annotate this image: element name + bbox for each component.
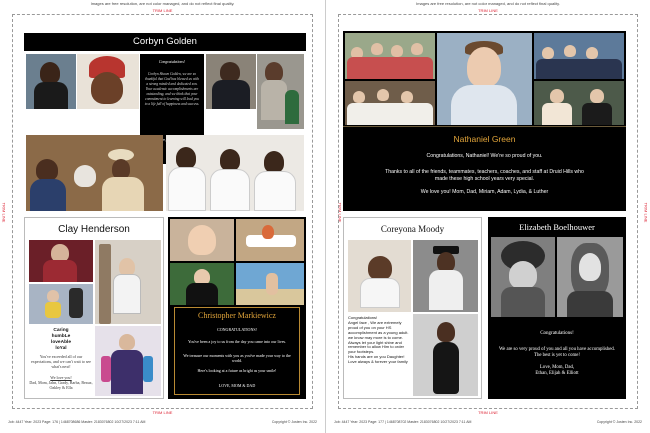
ad-title: Nathaniel Green (453, 134, 516, 144)
ad-coreyona-moody (343, 217, 482, 399)
acrostic-line: loYal (55, 346, 67, 351)
ad-title: Christopher Markiewicz (198, 311, 276, 320)
nathaniel-line3: We love you! Mom, Dad, Miriam, Adam, Lydia, & Luther (420, 189, 549, 195)
ad-elizabeth-boelhouwer (488, 217, 626, 399)
christopher-signoff: LOVE, MOM & DAD (218, 383, 256, 388)
photo-soccer-team (534, 33, 624, 79)
trim-line-label-bottom: TRIM LINE (478, 410, 498, 415)
photo-elizabeth-child-bw (491, 237, 555, 317)
photo-grandfather-boy (257, 54, 304, 129)
photo-clay-red-jacket (29, 240, 93, 282)
photo-boat (236, 219, 304, 261)
trim-line-label-top: TRIM LINE (152, 8, 173, 13)
photo-kid-walking (29, 284, 93, 324)
ad-christopher-markiewicz (168, 217, 306, 399)
christopher-p2: We treasure our moments with you as you've made your way to the world. (183, 353, 291, 364)
ad-corbyn-golden (24, 33, 306, 211)
corbyn-message: Corbyn Shawn Golden, we are so thankful that God has blessed us with a strong minded and dedicated son. Your academic accomplishments are outstanding, and we think that your commitment to learning will lead you to a life full of happiness and success. (144, 72, 200, 106)
photo-child-suit (26, 54, 76, 109)
ad-title: Coreyona Moody (380, 224, 445, 234)
page-footer-copyright: Copyright © Josten Inc. 2022 (271, 420, 317, 424)
page-footer-job: Job: 4447 Year: 2023 Page: 176 | 1468708686 Master: 2183076802 10/27/2023 7:11 AM (8, 420, 146, 424)
photo-group-students (345, 81, 435, 125)
clay-message: You've exceeded all of our expectations, and we can't wait to see what's next! (31, 354, 91, 369)
clay-signoff: Dad, Mom, Jahn, Grady, Barba, Beaux, Oakley & Ella (29, 380, 93, 390)
print-notice: Images are free resolution, are not color managed, and do not reflect final quality. (416, 1, 560, 6)
trim-line-label-bottom: TRIM LINE (152, 410, 173, 415)
corbyn-heading: Congratulations! (158, 60, 186, 64)
ad-title: Clay Henderson (58, 224, 130, 235)
nathaniel-line1: Congratulations, Nathaniel! We're so proud of you. (426, 153, 543, 159)
photo-family-outdoor (26, 135, 163, 211)
ad-title: Elizabeth Boelhouwer (519, 222, 595, 232)
page-footer-copyright: Copyright © Josten Inc. 2022 (596, 420, 642, 424)
acrostic-line: humbLe (51, 334, 71, 339)
photo-coreyona-graduate (413, 240, 478, 312)
photo-christopher-tux (170, 263, 234, 305)
photo-clay-indoor (95, 240, 161, 324)
elizabeth-signoff: Love, Mom, Dad, Ethan, Elijah & Elliott (535, 365, 579, 376)
photo-baby-hat (77, 54, 139, 109)
photo-baby-christopher (170, 219, 234, 261)
photo-clay-medals (95, 326, 161, 396)
ad-clay-henderson (24, 217, 164, 399)
photo-baby-coreyona (348, 240, 411, 312)
coreyona-message: Congratulations! Angel face , We are extremely proud of you on your HS accomplishment as a young adult. we know may more is to come. Always let your light shine and remember to allow Him to order your footsteps. His hands are on you Daughter! Love always & forever your family (348, 315, 409, 365)
trim-line-label-side: TRIM LINE (337, 202, 343, 223)
photo-nathaniel-portrait (437, 33, 532, 125)
christopher-p1: You've been a joy to us from the day you came into our lives. (187, 339, 287, 344)
elizabeth-message: We are so very proud of you and all you have accomplished. The best is yet to come! (498, 347, 616, 358)
ad-nathaniel-green (343, 31, 626, 211)
acrostic-line: loveAble (51, 340, 71, 345)
christopher-frame (174, 307, 300, 395)
ad-title: Corbyn Golden (24, 33, 306, 51)
photo-elizabeth-senior-bw (557, 237, 623, 317)
clay-acrostic (29, 328, 93, 352)
trim-line-label-top: TRIM LINE (478, 8, 498, 13)
christopher-heading: CONGRATULATIONS! (217, 327, 257, 332)
photo-group-friends (345, 33, 435, 79)
photo-coreyona-dress (413, 314, 478, 396)
print-notice: Images are free resolution, are not color managed, and do not reflect final quality. (90, 1, 235, 6)
elizabeth-heading: Congratulations! (540, 331, 574, 336)
nathaniel-line2: Thanks to all of the friends, teammates, teachers, coaches, and staff at Druid Hills who made these high school years very special. (385, 169, 584, 182)
clay-tagline: We love you! (50, 375, 72, 380)
photo-men-white-shirts (166, 135, 304, 211)
page-footer-job: Job: 4447 Year: 2023 Page: 177 | 1468708702 Master: 2183076802 10/27/2023 7:11 AM (334, 420, 472, 424)
trim-line-label-side-right: TRIM LINE (643, 202, 649, 223)
page-177 (325, 0, 650, 433)
photo-beach (236, 263, 304, 305)
christopher-p3: Here's looking at a future as bright as your smile! (197, 368, 277, 373)
acrostic-line: Caring (53, 328, 69, 333)
photo-nathaniel-friends (534, 81, 624, 125)
photo-father-son (206, 54, 256, 109)
trim-line-label-side: TRIM LINE (1, 202, 7, 223)
